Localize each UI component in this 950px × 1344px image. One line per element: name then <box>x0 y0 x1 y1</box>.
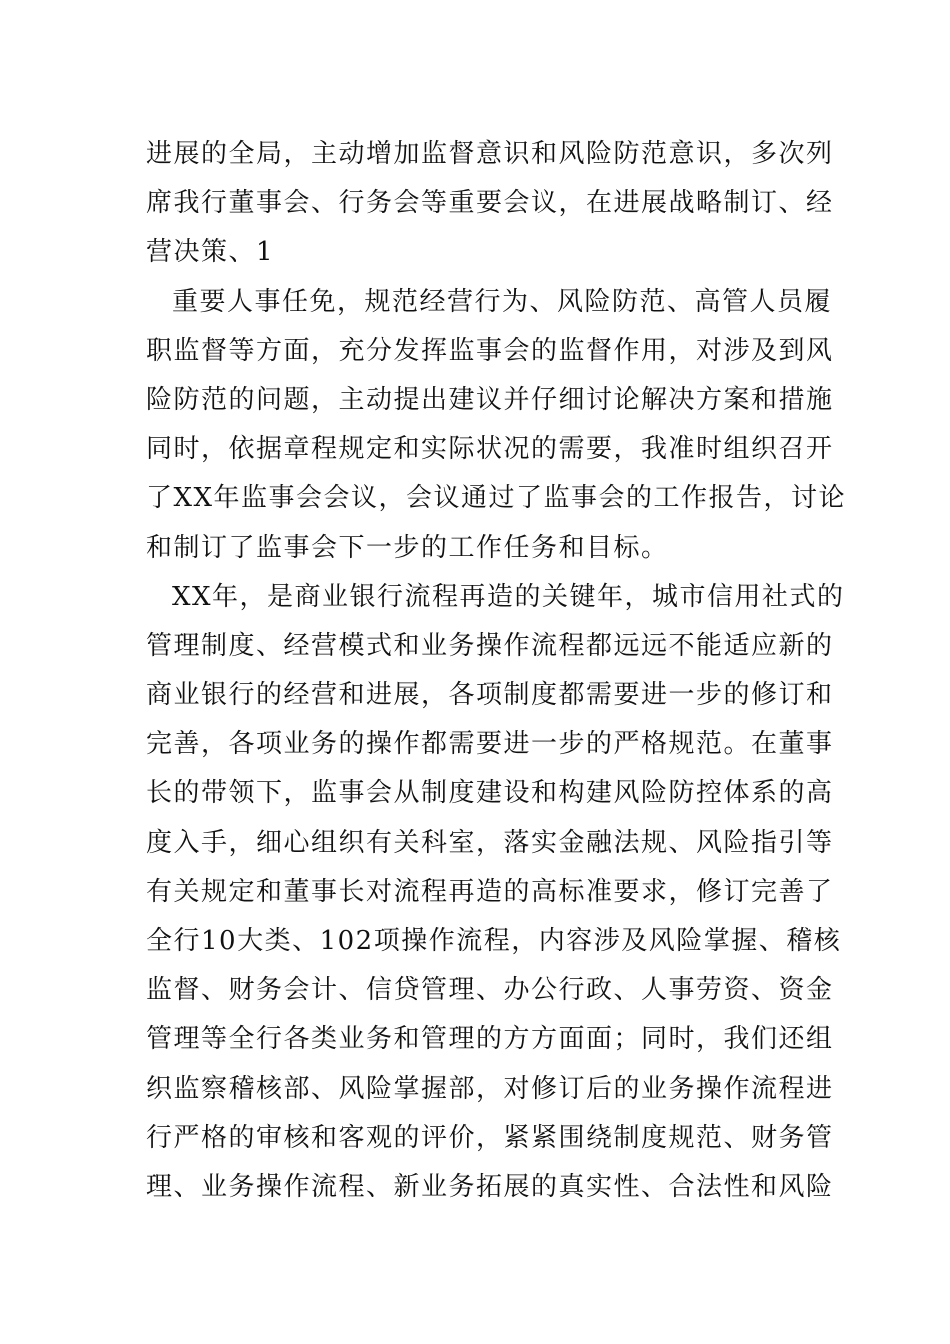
text-line: 织监察稽核部、风险掌握部，对修订后的业务操作流程进 <box>146 1073 834 1104</box>
text-line: 有关规定和董事长对流程再造的高标准要求，修订完善了 <box>146 876 834 907</box>
text-line: 和制订了监事会下一步的工作任务和目标。 <box>146 532 669 563</box>
text-line: 度入手，细心组织有关科室，落实金融法规、风险指引等 <box>146 827 834 858</box>
text-line: 进展的全局，主动增加监督意识和风险防范意识，多次列 <box>146 139 834 169</box>
text-line: 席我行董事会、行务会等重要会议，在进展战略制订、经 <box>146 188 834 219</box>
text-line: 全行10大类、102项操作流程，内容涉及风险掌握、稽核 <box>146 926 842 956</box>
text-line: 商业银行的经营和进展，各项制度都需要进一步的修订和 <box>146 680 834 711</box>
text-line: 了XX年监事会会议，会议通过了监事会的工作报告，讨论 <box>146 483 847 514</box>
text-line: XX年，是商业银行流程再造的关键年，城市信用社式的 <box>172 581 845 612</box>
text-line: 重要人事任免，规范经营行为、风险防范、高管人员履 <box>172 286 833 317</box>
text-line: 营决策、1 <box>146 237 275 268</box>
text-line: 同时，依据章程规定和实际状况的需要，我准时组织召开 <box>146 434 834 465</box>
body-text <box>146 130 847 1212</box>
text-line: 完善，各项业务的操作都需要进一步的严格规范。在董事 <box>146 729 834 760</box>
text-line: 管理等全行各类业务和管理的方方面面；同时，我们还组 <box>146 1024 834 1055</box>
text-line: 职监督等方面，充分发挥监事会的监督作用，对涉及到风 <box>146 335 834 366</box>
text-line: 理、业务操作流程、新业务拓展的真实性、合法性和风险 <box>146 1171 834 1202</box>
text-line: 行严格的审核和客观的评价，紧紧围绕制度规范、财务管 <box>146 1122 834 1153</box>
text-line: 险防范的问题，主动提出建议并仔细讨论解决方案和措施 <box>146 384 834 415</box>
text-line: 管理制度、经营模式和业务操作流程都远远不能适应新的 <box>146 630 834 661</box>
text-line: 长的带领下，监事会从制度建设和构建风险防控体系的高 <box>146 778 834 809</box>
text-line: 监督、财务会计、信贷管理、办公行政、人事劳资、资金 <box>146 975 834 1006</box>
